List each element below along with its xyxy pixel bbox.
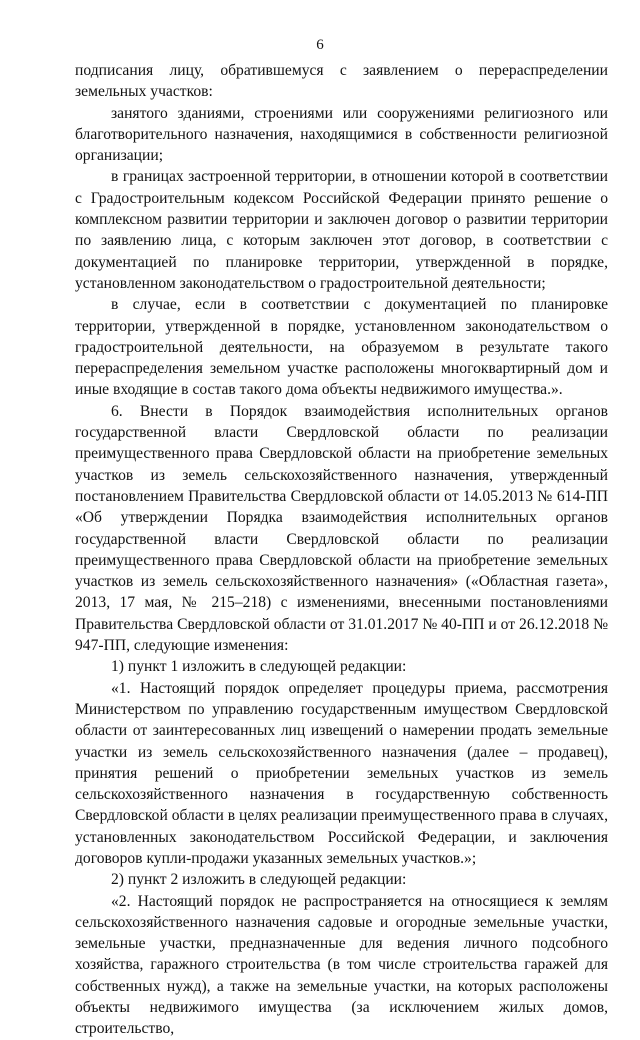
- paragraph: в случае, если в соответствии с документацией по планировке территории, утвержденной в порядке, установленном законодательством о градостроительной деятельности, на образуемом в результате такого перераспределения земельном участке расположены многоквартирный дом и иные входящие в состав такого дома объекты недвижимого имущества.».: [75, 296, 608, 399]
- paragraph: подписания лицу, обратившемуся с заявлением о перераспределении земельных участков:: [75, 62, 608, 101]
- paragraph: 1) пункт 1 изложить в следующей редакции:: [111, 658, 407, 676]
- paragraph: занятого зданиями, строениями или сооружениями религиозного или благотворительного назначения, находящимися в собственности религиозной организации;: [75, 104, 608, 165]
- paragraph: 6. Внести в Порядок взаимодействия исполнительных органов государственной власти Свердловской области по реализации преимущественного права Свердловской области на приобретение земельных участков из земель сельскохозяйственного назначения, утвержденный постановлением Правительства Свердловской области от 14.05.2013 № 614-ПП «Об утверждении Порядка взаимодействия исполнительных органов государственной власти Свердловской области по реализации преимущественного права Свердловской области на приобретение земельных участков из земель сельскохозяйственного назначения» («Областная газета», 2013, 17 мая, № 215–218) с изменениями, внесенными постановлениями Правительства Свердловской области от 31.01.2017 № 40-ПП и от 26.12.2018 № 947-ПП, следующие изменения:: [75, 402, 608, 655]
- paragraph: 2) пункт 2 изложить в следующей редакции:: [111, 871, 407, 889]
- paragraph: «2. Настоящий порядок не распространяется на относящиеся к землям сельскохозяйственного назначения садовые и огородные земельные участки, земельные участки, предназначенные для ведения личного подсобного хозяйства, гаражного строительства (в том числе строительства гаражей для собственных нужд), а также на земельные участки, на которых расположены объекты недвижимого имущества (за исключением жилых домов, строительство,: [75, 892, 608, 1038]
- document-body: [75, 60, 608, 1040]
- paragraph: в границах застроенной территории, в отношении которой в соответствии с Градостроительным кодексом Российской Федерации принято решение о комплексном развитии территории и заключен договор о развитии территории по заявлению лица, с которым заключен этот договор, в соответствии с документацией по планировке территории, утвержденной в порядке, установленном законодательством о градостроительной деятельности;: [75, 168, 608, 292]
- page-number: 6: [316, 37, 324, 53]
- paragraph: «1. Настоящий порядок определяет процедуры приема, рассмотрения Министерством по управлению государственным имуществом Свердловской области от заинтересованных лиц извещений о намерении продать земельные участки из земель сельскохозяйственного назначения (далее – продавец), принятия решений о приобретении земельных участков из земель сельскохозяйственного назначения в государственную собственность Свердловской области в целях реализации преимущественного права в случаях, установленных законодательством Российской Федерации, и заключения договоров купли-продажи указанных земельных участков.»;: [75, 679, 608, 867]
